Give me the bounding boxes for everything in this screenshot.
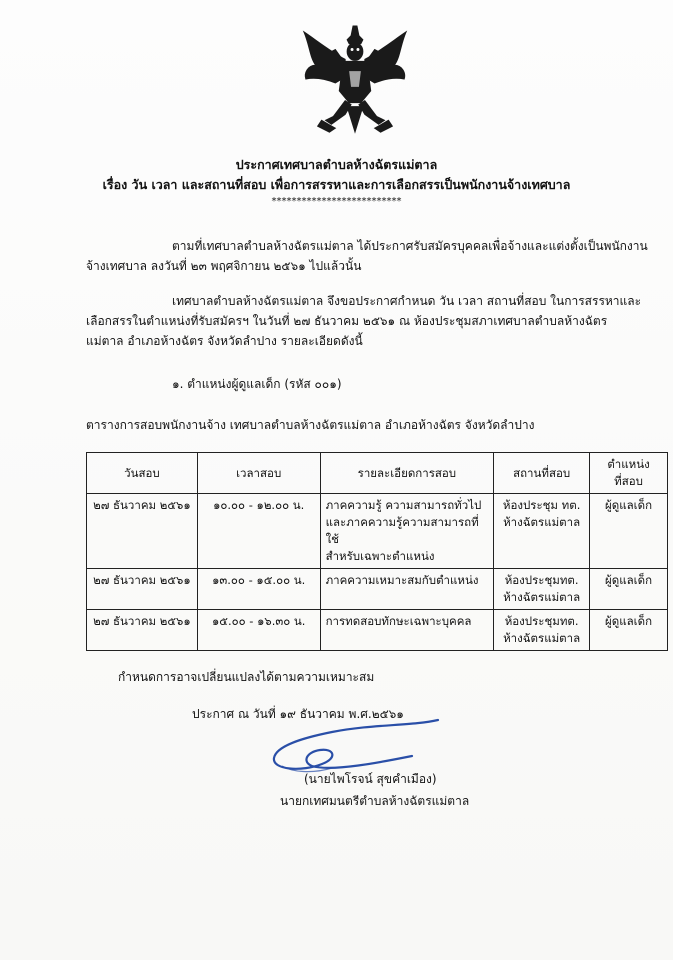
table-row (87, 494, 668, 569)
cell-date: ๒๗ ธันวาคม ๒๕๖๑ (87, 569, 198, 610)
announcement-subject: เรื่อง วัน เวลา และสถานที่สอบ เพื่อการสรรหาและการเลือกสรรเป็นพนักงานจ้างเทศบาล (102, 177, 571, 192)
paragraph-2-line-1: เทศบาลตำบลห้างฉัตรแม่ตาล จึงขอประกาศกำหนด วัน เวลา สถานที่สอบ ในการสรรหาและ (172, 294, 642, 308)
detail-line: การทดสอบทักษะเฉพาะบุคคล (325, 614, 472, 628)
place-line: ห้องประชุม ทต. (502, 498, 581, 512)
cell-detail (320, 494, 494, 569)
place-line: ห้างฉัตรแม่ตาล (503, 590, 581, 604)
cell-place (494, 610, 590, 651)
cell-time: ๑๐.๐๐ - ๑๒.๐๐ น. (197, 494, 320, 569)
table-row (87, 569, 668, 610)
separator-stars: ************************** (271, 196, 402, 207)
signature-icon (262, 716, 442, 776)
table-header-row (87, 453, 668, 494)
header-detail: รายละเอียดการสอบ (320, 453, 494, 494)
cell-place (494, 494, 590, 569)
header-role-line: ที่สอบ (614, 474, 643, 488)
paragraph-2-line-2: เลือกสรรในตำแหน่งที่รับสมัครฯ ในวันที่ ๒๗ ธันวาคม ๒๕๖๑ ณ ห้องประชุมสภาเทศบาลตำบลห้างฉัตร (86, 314, 608, 328)
announcement-title: ประกาศเทศบาลตำบลห้างฉัตรแม่ตาล (235, 157, 438, 172)
header-role-line: ตำแหน่ง (607, 457, 650, 471)
position-heading: ๑. ตำแหน่งผู้ดูแลเด็ก (รหัส ๐๐๑) (172, 377, 342, 391)
place-line: ห้องประชุมทต. (504, 573, 579, 587)
header-role (590, 453, 668, 494)
paragraph-1-line-1: ตามที่เทศบาลตำบลห้างฉัตรแม่ตาล ได้ประกาศรับสมัครบุคคลเพื่อจ้างและแต่งตั้งเป็นพนักงาน (172, 239, 648, 253)
header-place: สถานที่สอบ (494, 453, 590, 494)
announcement-date: ประกาศ ณ วันที่ ๑๙ ธันวาคม พ.ศ.๒๕๖๑ (192, 707, 404, 721)
header-date: วันสอบ (87, 453, 198, 494)
cell-detail (320, 610, 494, 651)
detail-line: สำหรับเฉพาะตำแหน่ง (325, 549, 435, 563)
cell-date: ๒๗ ธันวาคม ๒๕๖๑ (87, 494, 198, 569)
place-line: ห้างฉัตรแม่ตาล (503, 515, 581, 529)
place-line: ห้างฉัตรแม่ตาล (503, 631, 581, 645)
signer-name: (นายไพโรจน์ สุขคำเมือง) (304, 772, 437, 786)
table-caption: ตารางการสอบพนักงานจ้าง เทศบาลตำบลห้างฉัตรแม่ตาล อำเภอห้างฉัตร จังหวัดลำปาง (86, 418, 535, 432)
cell-time: ๑๕.๐๐ - ๑๖.๓๐ น. (197, 610, 320, 651)
garuda-emblem-icon (296, 22, 414, 140)
cell-role: ผู้ดูแลเด็ก (590, 610, 668, 651)
cell-date: ๒๗ ธันวาคม ๒๕๖๑ (87, 610, 198, 651)
detail-line: และภาคความรู้ความสามารถที่ใช้ (325, 515, 479, 546)
signer-title: นายกเทศมนตรีตำบลห้างฉัตรแม่ตาล (280, 794, 470, 808)
schedule-change-note: กำหนดการอาจเปลี่ยนแปลงได้ตามความเหมาะสม (118, 670, 375, 684)
place-line: ห้องประชุมทต. (504, 614, 579, 628)
cell-time: ๑๓.๐๐ - ๑๕.๐๐ น. (197, 569, 320, 610)
detail-line: ภาคความรู้ ความสามารถทั่วไป (325, 498, 482, 512)
paragraph-1-line-2: จ้างเทศบาล ลงวันที่ ๒๓ พฤศจิกายน ๒๕๖๑ ไปแล้วนั้น (86, 259, 362, 273)
header-time: เวลาสอบ (197, 453, 320, 494)
table-row (87, 610, 668, 651)
cell-role: ผู้ดูแลเด็ก (590, 569, 668, 610)
exam-schedule-table (86, 452, 668, 651)
cell-role: ผู้ดูแลเด็ก (590, 494, 668, 569)
cell-place (494, 569, 590, 610)
paragraph-2-line-3: แม่ตาล อำเภอห้างฉัตร จังหวัดลำปาง รายละเอียดดังนี้ (86, 334, 363, 348)
detail-line: ภาคความเหมาะสมกับตำแหน่ง (325, 573, 479, 587)
cell-detail (320, 569, 494, 610)
